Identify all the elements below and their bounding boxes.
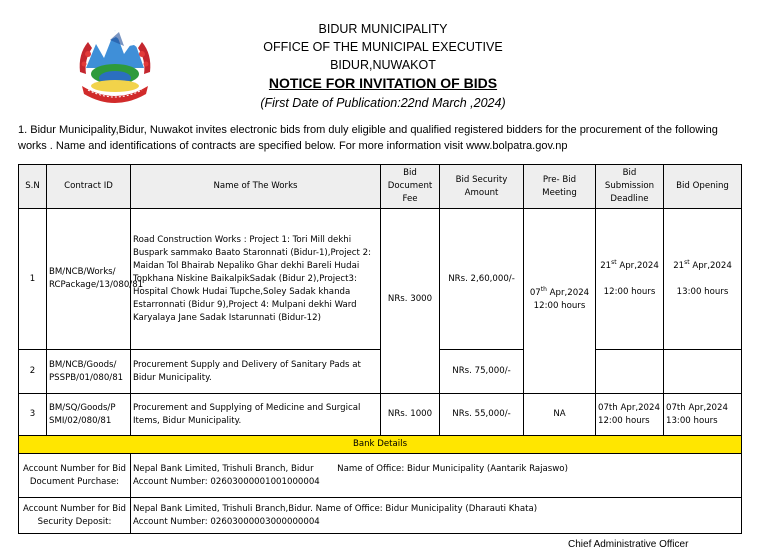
row3-name: Procurement and Supplying of Medicine and Surgical Items, Bidur Municipality. [131, 394, 381, 436]
municipality-name: BIDUR MUNICIPALITY [318, 22, 448, 36]
row3-opening: 07th Apr,2024 13:00 hours [664, 394, 742, 436]
prebid-month: Apr,2024 [546, 288, 590, 298]
submission-day: 21 [600, 260, 612, 271]
table-row [19, 350, 742, 394]
table-header-row [19, 165, 742, 209]
header-submission: Bid Submission Deadline [596, 165, 664, 209]
row1-contract-id: BM/NCB/Works/ RCPackage/13/080/81 [47, 209, 131, 350]
row3-security: NRs. 55,000/- [440, 394, 524, 436]
row1-opening [664, 209, 742, 350]
bank-security-details [131, 498, 742, 534]
header-sn: S.N [19, 165, 47, 209]
prebid-day: 07 [529, 288, 541, 298]
row1-security: NRs. 2,60,000/- [440, 209, 524, 350]
row1-sn: 1 [19, 209, 47, 350]
row1-name: Road Construction Works : Project 1: Tori Mill dekhi Buspark sammako Baato Staronnati (Bidur-1),Project 2: Maidan Tol Bhairab Nepaliko Ghar dekhi Bareli Hudai Topkhana Niskine BaikalpikSadak (Bidur 2),Project3: Hospital Chowk Hudai Tupche,Soley Sadak khanda Estarronnati (Bidur 9),Project 4: Mulpani dekhi Ward Karyalaya Jane Sadak Istarunnati (Bidur-12) [131, 209, 381, 350]
header-prebid: Pre- Bid Meeting [524, 165, 596, 209]
prebid-sup: th [540, 286, 547, 294]
row3-submission: 07th Apr,2024 12:00 hours [596, 394, 664, 436]
bank-details-row [19, 436, 742, 454]
prebid-time: 12:00 hours [533, 301, 586, 311]
notice-title: NOTICE FOR INVITATION OF BIDS [268, 75, 498, 91]
bank-doc-label: Account Number for Bid Document Purchase: [19, 454, 131, 498]
office-location: BIDUR,NUWAKOT [330, 58, 436, 72]
row3-contract-id: BM/SQ/Goods/P SMI/02/080/81 [47, 394, 131, 436]
bank-security-bank: Nepal Bank Limited, Trishuli Branch,Bidur. Name of Office: Bidur Municipality (Dharauti Khata) [133, 503, 538, 514]
submission-time: 12:00 hours [603, 286, 656, 297]
publication-date: (First Date of Publication:22nd March ,2024) [260, 96, 506, 110]
row3-sn: 3 [19, 394, 47, 436]
bank-security-label: Account Number for Bid Security Deposit: [19, 498, 131, 534]
row2-contract-id: BM/NCB/Goods/ PSSPB/01/080/81 [47, 350, 131, 394]
header-doc-fee: Bid Document Fee [381, 165, 440, 209]
submission-sup: st [611, 258, 617, 266]
bank-details-title: Bank Details [19, 436, 742, 454]
bank-doc-office: Name of Office: Bidur Municipality (Aantarik Rajaswo) [337, 463, 568, 474]
row3-prebid: NA [524, 394, 596, 436]
office-name: OFFICE OF THE MUNICIPAL EXECUTIVE [263, 40, 503, 54]
bank-doc-bank: Nepal Bank Limited, Trishuli Branch, Bidur [133, 463, 314, 474]
row2-security: NRs. 75,000/- [440, 350, 524, 394]
row2-name: Procurement Supply and Delivery of Sanitary Pads at Bidur Municipality. [131, 350, 381, 394]
header-opening: Bid Opening [664, 165, 742, 209]
opening-time: 13:00 hours [676, 286, 729, 297]
bank-security-account: Account Number: 02603000003000000004 [133, 516, 320, 527]
table-row [19, 394, 742, 436]
intro-paragraph: 1. Bidur Municipality,Bidur, Nuwakot invites electronic bids from duly eligible and qualified registered bidders for the procurement of the following works . Name and identifications of contracts are specified below. For more information visit www.bolpatra.gov.np [18, 124, 718, 152]
bank-doc-details [131, 454, 742, 498]
signatory-title: Chief Administrative Officer [568, 539, 689, 550]
opening-month: Apr,2024 [689, 260, 732, 271]
opening-day: 21 [673, 260, 685, 271]
opening-sup: st [684, 258, 690, 266]
row1-doc-fee: NRs. 3000 [381, 209, 440, 394]
row2-opening [664, 350, 742, 394]
row1-submission [596, 209, 664, 350]
header-name: Name of The Works [131, 165, 381, 209]
bank-row [19, 454, 742, 498]
row1-prebid [524, 209, 596, 394]
table-row [19, 209, 742, 350]
row2-sn: 2 [19, 350, 47, 394]
bank-doc-account: Account Number: 02603000001001000004 [133, 476, 320, 487]
bank-row [19, 498, 742, 534]
submission-month: Apr,2024 [616, 260, 659, 271]
bids-table [18, 164, 742, 534]
row3-doc-fee: NRs. 1000 [381, 394, 440, 436]
header-security: Bid Security Amount [440, 165, 524, 209]
row2-submission [596, 350, 664, 394]
header-contract-id: Contract ID [47, 165, 131, 209]
